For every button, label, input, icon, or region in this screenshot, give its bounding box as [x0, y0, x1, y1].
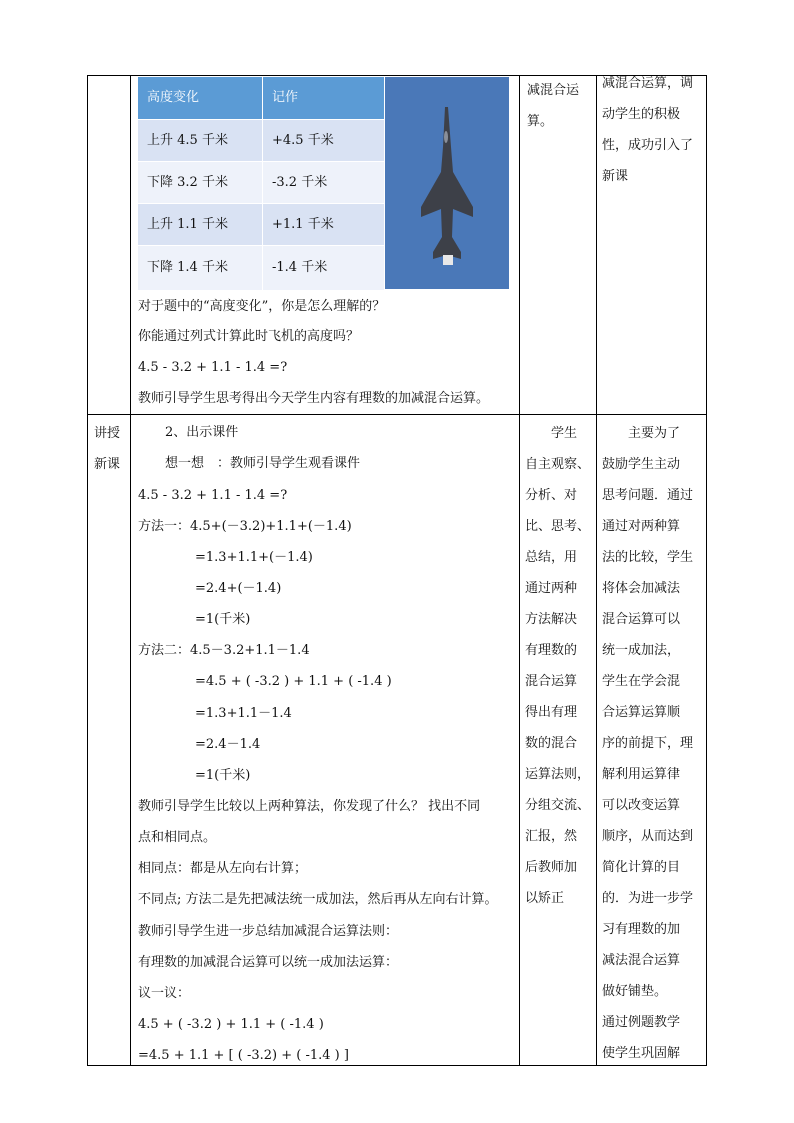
text-line: 数的混合	[525, 736, 578, 751]
table-cell: 下降 3.2 千米	[138, 162, 262, 203]
row2-line: =4.5 + 1.1 + [ ( -3.2) + ( -1.4 ) ]	[138, 1048, 349, 1063]
text-line: 得出有理	[525, 705, 578, 720]
row2-line: 相同点：都是从左向右计算；	[138, 861, 308, 876]
text-line: 有理数的	[525, 643, 578, 658]
text-line: 序的前提下，理	[602, 736, 694, 751]
text-line: 讲授	[94, 426, 121, 441]
row1-line: 你能通过列式计算此时飞机的高度吗？	[138, 329, 360, 344]
table-divider-col3	[596, 75, 597, 1066]
text-line: 后教师加	[525, 860, 578, 875]
text-line: 以矫正	[525, 891, 565, 906]
text-line: 通过对两种算	[602, 519, 681, 534]
table-cell: -1.4 千米	[263, 246, 384, 290]
table-divider-col2	[519, 75, 520, 1066]
text-line: 学生在学会混	[602, 674, 681, 689]
text-line: 动学生的积极	[602, 107, 681, 122]
text-line: 的．为进一步学	[602, 891, 694, 906]
text-line: 主要为了	[628, 426, 681, 441]
text-line: 使学生巩固解	[602, 1046, 681, 1061]
header-height-change: 高度变化	[138, 77, 262, 119]
table-row-divider	[87, 414, 707, 415]
row1-line: 对于题中的“高度变化”，你是怎么理解的？	[138, 299, 386, 314]
row2-line: 教师引导学生进一步总结加减混合运算法则：	[138, 924, 399, 939]
table-border-right	[706, 75, 707, 1066]
text-line: 可以改变运算	[602, 798, 681, 813]
table-cell: +1.1 千米	[263, 204, 384, 245]
text-line: 比、思考、	[525, 519, 591, 534]
text-line: 习有理数的加	[602, 922, 681, 937]
text-line: 合运算运算顺	[602, 705, 681, 720]
text-line: 顺序，从而达到	[602, 829, 694, 844]
row2-line: =1.3+1.1+(－1.4)	[195, 550, 313, 565]
row2-line: =2.4－1.4	[195, 737, 261, 752]
row2-line: 议一议：	[138, 986, 191, 1001]
row2-line: 方法二：4.5－3.2+1.1－1.4	[138, 643, 310, 658]
row1-student-activity	[527, 75, 593, 137]
table-cell: 上升 4.5 千米	[138, 120, 262, 161]
table-divider-col1	[130, 75, 131, 1066]
text-line: 减法混合运算	[602, 953, 681, 968]
text-line: 新课	[94, 457, 121, 472]
text-line: 方法解决	[525, 612, 578, 627]
text-line: 性，成功引入了	[602, 138, 694, 153]
text-line: 做好铺垫。	[602, 984, 668, 999]
text-line: 思考问题．通过	[602, 488, 694, 503]
text-line: 解利用运算律	[602, 767, 681, 782]
header-notation: 记作	[263, 77, 384, 119]
row2-line: 4.5 + ( -3.2 ) + 1.1 + ( -1.4 )	[138, 1017, 324, 1032]
text-line: 混合运算	[525, 674, 578, 689]
text-line: 混合运算可以	[602, 612, 681, 627]
table-cell: +4.5 千米	[263, 120, 384, 161]
row2-line: 方法一：4.5+(－3.2)+1.1+(－1.4)	[138, 519, 352, 534]
row2-student-activity	[525, 418, 595, 914]
text-line: 通过例题教学	[602, 1015, 681, 1030]
row1-design-intent	[602, 68, 704, 192]
row2-line: 教师引导学生比较以上两种算法，你发现了什么？ 找出不同	[138, 799, 481, 814]
text-line: 减混合运算，调	[602, 76, 694, 91]
text-line: 分析、对	[525, 488, 578, 503]
table-cell: -3.2 千米	[263, 162, 384, 203]
text-line: 算。	[527, 114, 554, 129]
row2-line: 有理数的加减混合运算可以统一成加法运算：	[138, 955, 399, 970]
row2-line: =1(千米)	[195, 768, 251, 783]
row2-line: =4.5 + ( -3.2 ) + 1.1 + ( -1.4 )	[195, 674, 392, 689]
text-line: 法的比较，学生	[602, 550, 694, 565]
text-line: 运算法则，	[525, 767, 591, 782]
row2-line: 想一想 ：教师引导学生观看课件	[165, 456, 361, 471]
row2-design-intent	[602, 418, 706, 1069]
fighter-jet-image	[385, 77, 509, 289]
text-line: 新课	[602, 169, 629, 184]
row1-line: 4.5 - 3.2 + 1.1 - 1.4 =?	[138, 360, 288, 375]
row2-line: =2.4+(－1.4)	[195, 581, 282, 596]
text-line: 减混合运	[527, 83, 580, 98]
text-line: 统一成加法，	[602, 643, 681, 658]
row1-line: 教师引导学生思考得出今天学生内容有理数的加减混合运算。	[138, 391, 490, 406]
text-line: 简化计算的目	[602, 860, 681, 875]
text-line: 鼓励学生主动	[602, 457, 681, 472]
row2-line: 点和相同点。	[138, 830, 217, 845]
text-line: 通过两种	[525, 581, 578, 596]
row2-line: 4.5 - 3.2 + 1.1 - 1.4 =?	[138, 488, 288, 503]
fighter-jet-icon	[385, 77, 509, 289]
text-line: 总结，用	[525, 550, 578, 565]
table-cell: 上升 1.1 千米	[138, 204, 262, 245]
stage-label	[94, 418, 128, 480]
text-line: 分组交流、	[525, 798, 591, 813]
text-line: 汇报，然	[525, 829, 578, 844]
row2-line: 2、出示课件	[165, 425, 239, 440]
table-border-left	[87, 75, 88, 1066]
lesson-table	[87, 75, 707, 1066]
text-line: 自主观察、	[525, 457, 591, 472]
text-line: 学生	[551, 426, 578, 441]
row2-line: =1(千米)	[195, 612, 251, 627]
row2-line: =1.3+1.1－1.4	[195, 706, 292, 721]
table-cell: 下降 1.4 千米	[138, 246, 262, 290]
text-line: 将体会加减法	[602, 581, 681, 596]
row2-line: 不同点; 方法二是先把减法统一成加法，然后再从左向右计算。	[138, 892, 498, 907]
